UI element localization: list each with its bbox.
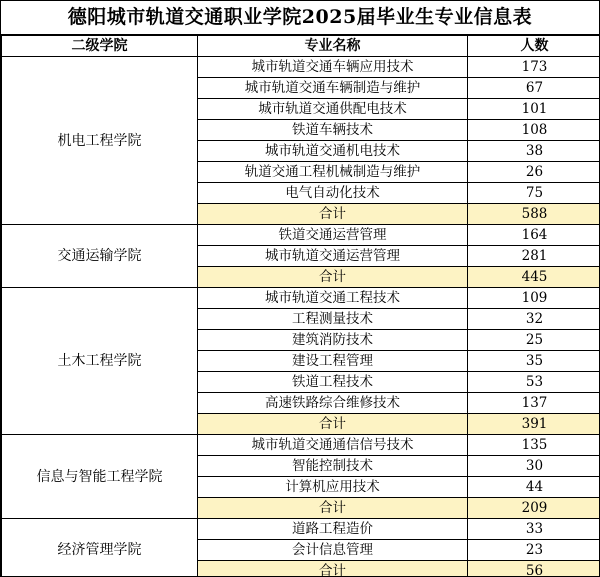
total-label: 合计	[198, 267, 468, 288]
major-count: 35	[468, 351, 600, 372]
total-label: 合计	[198, 204, 468, 225]
major-name: 计算机应用技术	[198, 477, 468, 498]
major-count: 173	[468, 57, 600, 78]
college-name: 信息与智能工程学院	[2, 435, 198, 519]
table-body	[2, 57, 600, 577]
header-college: 二级学院	[2, 36, 198, 57]
major-count: 281	[468, 246, 600, 267]
college-name: 交通运输学院	[2, 225, 198, 288]
major-count: 67	[468, 78, 600, 99]
header-row	[2, 36, 600, 57]
majors-table	[1, 35, 600, 577]
total-value: 56	[468, 561, 600, 577]
major-count: 44	[468, 477, 600, 498]
major-name: 道路工程造价	[198, 519, 468, 540]
total-value: 391	[468, 414, 600, 435]
total-label: 合计	[198, 414, 468, 435]
major-count: 23	[468, 540, 600, 561]
major-count: 109	[468, 288, 600, 309]
major-name: 铁道交通运营管理	[198, 225, 468, 246]
major-count: 30	[468, 456, 600, 477]
major-count: 32	[468, 309, 600, 330]
major-count: 108	[468, 120, 600, 141]
major-name: 城市轨道交通机电技术	[198, 141, 468, 162]
major-name: 高速铁路综合维修技术	[198, 393, 468, 414]
major-name: 城市轨道交通车辆应用技术	[198, 57, 468, 78]
college-name: 土木工程学院	[2, 288, 198, 435]
major-name: 城市轨道交通通信信号技术	[198, 435, 468, 456]
college-name: 经济管理学院	[2, 519, 198, 577]
table-row	[2, 519, 600, 540]
major-count: 101	[468, 99, 600, 120]
major-count: 38	[468, 141, 600, 162]
major-name: 城市轨道交通供配电技术	[198, 99, 468, 120]
major-name: 会计信息管理	[198, 540, 468, 561]
major-name: 城市轨道交通车辆制造与维护	[198, 78, 468, 99]
table-row	[2, 225, 600, 246]
major-name: 智能控制技术	[198, 456, 468, 477]
major-count: 26	[468, 162, 600, 183]
total-label: 合计	[198, 498, 468, 519]
major-count: 25	[468, 330, 600, 351]
major-name: 工程测量技术	[198, 309, 468, 330]
table-row	[2, 288, 600, 309]
major-name: 建设工程管理	[198, 351, 468, 372]
major-count: 53	[468, 372, 600, 393]
header-major: 专业名称	[198, 36, 468, 57]
major-count: 164	[468, 225, 600, 246]
major-name: 城市轨道交通运营管理	[198, 246, 468, 267]
major-name: 电气自动化技术	[198, 183, 468, 204]
major-name: 铁道工程技术	[198, 372, 468, 393]
major-count: 75	[468, 183, 600, 204]
major-count: 135	[468, 435, 600, 456]
college-name: 机电工程学院	[2, 57, 198, 225]
total-value: 209	[468, 498, 600, 519]
major-count: 137	[468, 393, 600, 414]
major-count: 33	[468, 519, 600, 540]
total-value: 445	[468, 267, 600, 288]
table-row	[2, 435, 600, 456]
major-name: 轨道交通工程机械制造与维护	[198, 162, 468, 183]
major-name: 城市轨道交通工程技术	[198, 288, 468, 309]
total-value: 588	[468, 204, 600, 225]
header-count: 人数	[468, 36, 600, 57]
table-row	[2, 57, 600, 78]
document-title: 德阳城市轨道交通职业学院2025届毕业生专业信息表	[1, 1, 599, 35]
major-name: 建筑消防技术	[198, 330, 468, 351]
total-label: 合计	[198, 561, 468, 577]
major-name: 铁道车辆技术	[198, 120, 468, 141]
